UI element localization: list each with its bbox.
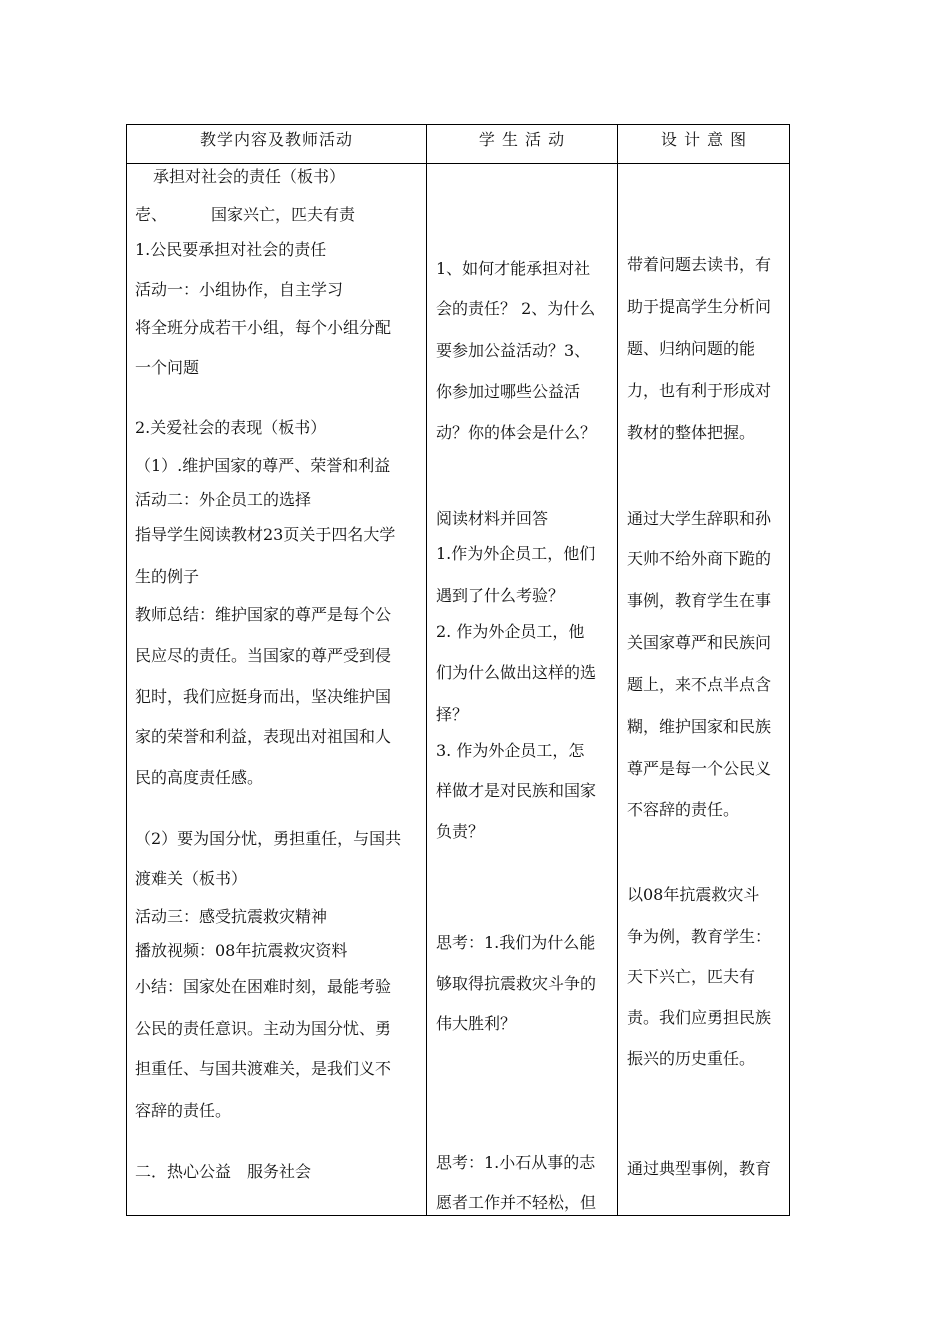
text-line: 活动二：外企员工的选择	[135, 490, 312, 509]
text-line: （1）.维护国家的尊严、荣誉和利益	[135, 456, 391, 475]
text-line: 壱、	[135, 205, 168, 224]
text-line: 播放视频：08年抗震救灾资料	[135, 941, 348, 960]
text-line: 民的高度责任感。	[135, 768, 264, 787]
text-line: 天下兴亡，匹夫有	[627, 967, 756, 986]
text-line: 糊，维护国家和民族	[627, 717, 772, 736]
text-line: 将全班分成若干小组，每个小组分配	[135, 318, 392, 337]
text-line: 通过大学生辞职和孙	[627, 509, 772, 528]
text-line: 渡难关（板书）	[135, 869, 248, 888]
text-line: 1、如何才能承担对社	[436, 259, 591, 278]
column-divider	[426, 125, 427, 1215]
text-line: 样做才是对民族和国家	[436, 781, 597, 800]
text-line: 民应尽的责任。当国家的尊严受到侵	[135, 646, 392, 665]
text-line: 容辞的责任。	[135, 1101, 232, 1120]
text-line: 犯时，我们应挺身而出，坚决维护国	[135, 687, 392, 706]
text-line: 担重任、与国共渡难关，是我们义不	[135, 1059, 392, 1078]
text-line: 通过典型事例，教育	[627, 1159, 772, 1178]
text-line: 教师总结：维护国家的尊严是每个公	[135, 605, 392, 624]
text-line: 事例，教育学生在事	[627, 591, 772, 610]
text-line: 伟大胜利？	[436, 1014, 517, 1033]
text-line: 争为例，教育学生：	[627, 927, 772, 946]
text-line: 负责？	[436, 822, 485, 841]
text-line: 思考：1.小石从事的志	[436, 1153, 596, 1172]
text-line: 二．热心公益 服务社会	[135, 1162, 312, 1181]
text-line: 尊严是每一个公民义	[627, 759, 772, 778]
text-line: 题、归纳问题的能	[627, 339, 756, 358]
text-line: （2）要为国分忧，勇担重任，与国共	[135, 829, 402, 848]
text-line: 教材的整体把握。	[627, 423, 756, 442]
header-student-activity: 学 生 活 动	[478, 130, 566, 149]
text-line: 公民的责任意识。主动为国分忧、勇	[135, 1019, 392, 1038]
text-line: 2.关爱社会的表现（板书）	[135, 418, 327, 437]
text-line: 动？你的体会是什么？	[436, 423, 597, 442]
text-line: 遇到了什么考验？	[436, 586, 565, 605]
text-line: 活动三：感受抗震救灾精神	[135, 907, 328, 926]
text-line: 择？	[436, 705, 469, 724]
text-line: 题上，来不点半点含	[627, 675, 772, 694]
text-line: 生的例子	[135, 567, 200, 586]
text-line: 振兴的历史重任。	[627, 1049, 756, 1068]
text-line: 思考：1.我们为什么能	[436, 933, 596, 952]
text-line: 阅读材料并回答	[436, 509, 549, 528]
text-line: 力，也有利于形成对	[627, 381, 772, 400]
text-line: 会的责任？ 2、为什么	[436, 299, 596, 318]
text-line: 愿者工作并不轻松，但	[436, 1193, 597, 1212]
text-line: 承担对社会的责任（板书）	[153, 167, 346, 186]
text-line: 们为什么做出这样的选	[436, 663, 597, 682]
text-line: 活动一：小组协作，自主学习	[135, 280, 344, 299]
text-line: 关国家尊严和民族问	[627, 633, 772, 652]
text-line: 一个问题	[135, 358, 200, 377]
text-line: 够取得抗震救灾斗争的	[436, 974, 597, 993]
text-line: 国家兴亡，匹夫有责	[211, 205, 356, 224]
lesson-plan-table	[126, 124, 790, 1216]
text-line: 家的荣誉和利益，表现出对祖国和人	[135, 727, 392, 746]
text-line: 你参加过哪些公益活	[436, 382, 581, 401]
header-design-intent: 设 计 意 图	[660, 130, 748, 149]
text-line: 天帅不给外商下跪的	[627, 549, 772, 568]
column-divider	[617, 125, 618, 1215]
text-line: 助于提高学生分析问	[627, 297, 772, 316]
header-teacher-activity: 教学内容及教师活动	[199, 130, 353, 149]
text-line: 要参加公益活动？3、	[436, 341, 591, 360]
text-line: 责。我们应勇担民族	[627, 1008, 772, 1027]
text-line: 3. 作为外企员工，怎	[436, 741, 585, 760]
text-line: 1.公民要承担对社会的责任	[135, 240, 327, 259]
text-line: 带着问题去读书，有	[627, 255, 772, 274]
text-line: 不容辞的责任。	[627, 800, 740, 819]
text-line: 以08年抗震救灾斗	[627, 885, 760, 904]
text-line: 2. 作为外企员工，他	[436, 622, 585, 641]
text-line: 小结：国家处在困难时刻，最能考验	[135, 977, 392, 996]
text-line: 1.作为外企员工，他们	[436, 544, 596, 563]
header-divider	[127, 163, 789, 164]
text-line: 指导学生阅读教材23页关于四名大学	[135, 525, 396, 544]
